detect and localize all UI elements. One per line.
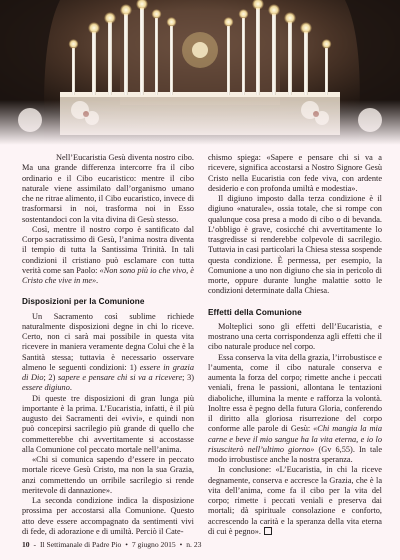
section-heading-effetti: Effetti della Comunione: [208, 307, 302, 317]
publication-name: Il Settimanale di Padre Pio: [39, 540, 122, 549]
disposizioni-paragraph-3: «Chi si comunica sapendo d’essere in peccato mortale riceve Gesù Cristo, ma non la sua Grazia, anzi commettendo un orribile sacrilegio si rende meritevole di dannazione».: [22, 455, 194, 495]
digiuno-paragraph: Il digiuno imposto dalla terza condizione è il digiuno «naturale», ossia totale, che si rompe con qualunque cosa presa a modo di cibo o di bevanda. L’obbligo è grave, cosicché chi avvertitamente lo trasgredisse si renderebbe colpevole di sacrilegio. Tuttavia in casi particolari la Chiesa stessa sospende questa condizione. È permessa, per esempio, la Comunione a uno non digiuno che sia in pericolo di morte, oppure durante lunghe malattie sotto le condizioni determinate dalla Chiesa.: [208, 194, 382, 296]
effetti-paragraph-2: Essa conserva la vita della grazia, l’irrobustisce e l’aumenta, come il cibo naturale conserva e aumenta la forza del corpo; rimette anche i peccati veniali, frena le passioni, allontana le tentazioni diaboliche, illumina la mente e rafforza la volontà. Inoltre essa è pegno della futura Gloria, conferendo il diritto alla gloriosa risurrezione del corpo conforme alle parole di Gesù: «Chi mangia la mia carne e beve il mio sangue ha la vita eterna, e io lo risusciterò nell’ultimo giorno» (Gv 6,55). In tale modo irrobustisce anche la nostra speranza.: [208, 352, 382, 464]
intro-paragraph-2: Così, mentre il nostro corpo è santificato dal Corpo sacratissimo di Gesù, l’anima nostra diventa il tempio di tutta la Santissima Trinità. In tali condizioni il cristiano può esclamare con tutta verità come san Paolo: «Non sono più io che vivo, è Cristo che vive in me».: [22, 224, 194, 285]
effetti-paragraph-1: Molteplici sono gli effetti dell’Eucaristia, e mostrano una certa corrispondenza agli effetti che il cibo naturale produce nel corpo.: [208, 321, 382, 352]
right-column: [208, 153, 382, 537]
section-heading-disposizioni: Disposizioni per la Comunione: [22, 297, 145, 307]
effetti-paragraph-3: In conclusione: «L’Eucaristia, in chi la riceve degnamente, conserva e accresce la Grazia, che è la vita dell’anima, come fa il cibo per la vita del corpo; rimette i peccati veniali e preserva dai mortali; dà spirituale consolazione e conforto, accrescendo la carità e la speranza della vita eterna di cui è pegno».: [208, 465, 382, 536]
intro-paragraph-1: Nell’Eucaristia Gesù diventa nostro cibo. Ma una grande differenza intercorre fra il cibo ordinario e il Cibo eucaristico: mentre il cibo naturale viene assimilato dall’organismo umano che ne ritrae alimento, il Cibo eucaristico, invece di trasformarsi in noi, trasforma noi in Esso sostentandoci con la vita divina di Gesù stesso.: [22, 153, 194, 224]
header-photo: [0, 0, 400, 145]
footer-separator: -: [33, 540, 37, 549]
footer-separator: •: [125, 540, 128, 549]
left-column: [22, 153, 194, 537]
end-square-icon: [264, 527, 272, 535]
disposizioni-paragraph-1: Un Sacramento così sublime richiede naturalmente disposizioni degne in chi lo riceve. Certo, non ci sarà mai possibile in questa vita ricevere in maniera veramente degna Colui che è la Santità stessa; tuttavia è necessario osservare almeno le seguenti condizioni: 1) essere in grazia di Dio; 2) sapere e pensare chi si va a ricevere; 3) essere digiuno.: [22, 311, 194, 393]
catechism-paragraph: chismo spiega: «Sapere e pensare chi si va a ricevere, significa accostarsi a Nostro Signore Gesù Cristo nella Eucaristia con fede viva, con ardente desiderio e con profonda umiltà e modestia».: [208, 153, 382, 193]
disposizioni-paragraph-2: Di queste tre disposizioni di gran lunga più importante è la prima. L’Eucaristia, infatti, è il più augusto dei Sacramenti dei «vivi», e quindi non può concepirsi sacrilegio più grande di quello che commetterebbe chi avvertitamente si accostasse alla Comunione col peccato mortale nell’anima.: [22, 393, 194, 454]
page-footer: [22, 540, 382, 549]
footer-separator: •: [179, 540, 183, 549]
page-number: 10: [22, 540, 30, 549]
issue-date: 7 giugno 2015: [131, 540, 176, 549]
disposizioni-paragraph-4: La seconda condizione indica la disposizione prossima per accostarsi alla Comunione. Questo atto deve essere accompagnato da sentimenti vivi di fede, di adorazione e di umiltà. Perciò il Cate-: [22, 496, 194, 536]
issue-number: n. 23: [186, 540, 202, 549]
